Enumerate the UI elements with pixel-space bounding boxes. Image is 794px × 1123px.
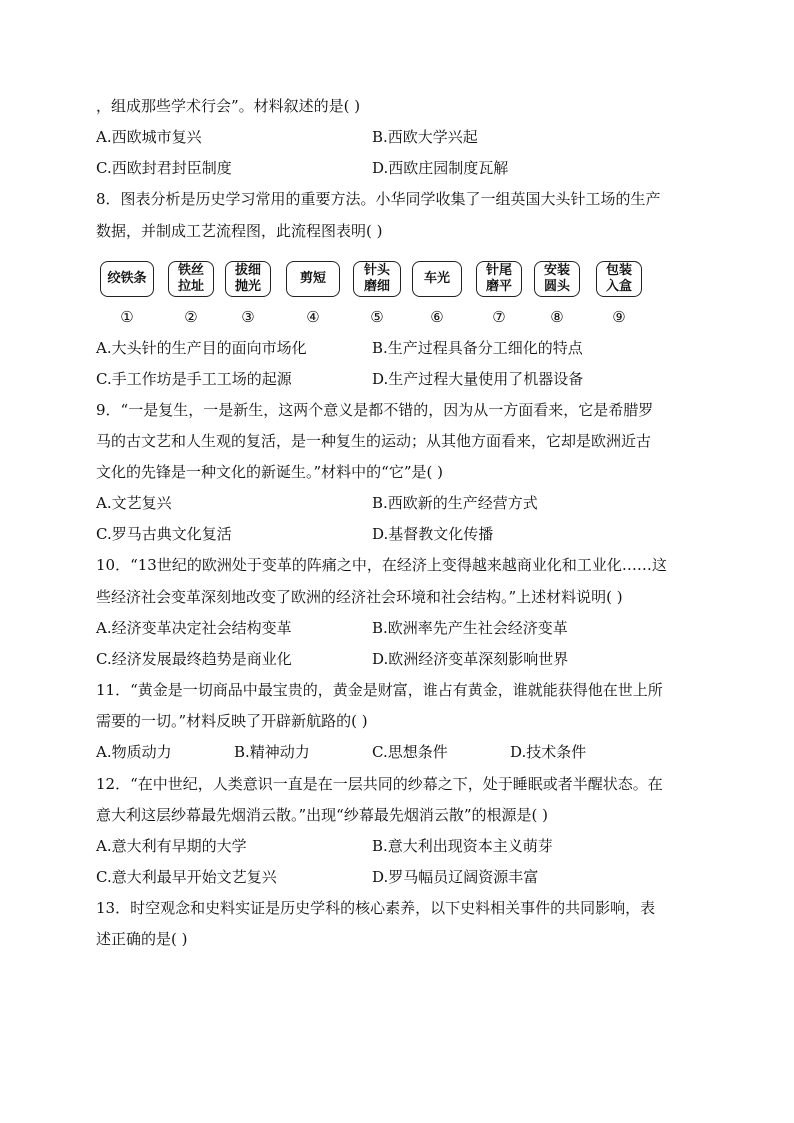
flow-step-9: 包装 入盒 xyxy=(596,261,642,297)
q12-option-c: C.意大利最早开始文艺复兴 xyxy=(96,868,277,886)
flow-step-num-5: ⑤ xyxy=(370,308,384,326)
q8-stem-line2: 数据，并制成工艺流程图，此流程图表明( ) xyxy=(96,222,383,240)
q12-stem-line1: 12．“在中世纪，人类意识一直是在一层共同的纱幕之下，处于睡眠或者半醒状态。在 xyxy=(96,775,663,793)
flow-step-5: 针头 磨细 xyxy=(353,261,401,297)
q9-option-b: B.西欧新的生产经营方式 xyxy=(372,494,538,512)
q7-option-c: C.西欧封君封臣制度 xyxy=(96,159,232,177)
q7-option-d: D.西欧庄园制度瓦解 xyxy=(372,159,509,177)
flow-step-1: 绞铁条 xyxy=(100,261,154,297)
q12-option-a: A.意大利有早期的大学 xyxy=(96,837,247,855)
q8-option-a: A.大头针的生产目的面向市场化 xyxy=(96,339,307,357)
q13-stem-line2: 述正确的是( ) xyxy=(96,930,188,948)
q10-option-a: A.经济变革决定社会结构变革 xyxy=(96,619,292,637)
q7-option-b: B.西欧大学兴起 xyxy=(372,128,478,146)
flow-step-num-2: ② xyxy=(184,308,198,326)
q9-option-a: A.文艺复兴 xyxy=(96,494,172,512)
q7-stem-end: ，组成那些学术行会”。材料叙述的是( ) xyxy=(96,97,361,115)
flow-step-3: 拔细 抛光 xyxy=(225,261,271,297)
q11-option-a: A.物质动力 xyxy=(96,743,172,761)
flow-step-num-8: ⑧ xyxy=(550,308,564,326)
q11-stem-line1: 11．“黄金是一切商品中最宝贵的，黄金是财富，谁占有黄金，谁就能获得他在世上所 xyxy=(96,681,663,699)
q8-option-c: C.手工作坊是手工工场的起源 xyxy=(96,370,292,388)
q9-option-c: C.罗马古典文化复活 xyxy=(96,525,232,543)
q9-stem-line3: 文化的先锋是一种文化的新诞生。”材料中的“它”是( ) xyxy=(96,463,443,481)
flow-step-7: 针尾 磨平 xyxy=(476,261,522,297)
q11-option-d: D.技术条件 xyxy=(510,743,587,761)
q10-option-d: D.欧洲经济变革深刻影响世界 xyxy=(372,650,569,668)
q8-option-b: B.生产过程具备分工细化的特点 xyxy=(372,339,583,357)
q12-option-d: D.罗马幅员辽阔资源丰富 xyxy=(372,868,539,886)
q8-stem-line1: 8．图表分析是历史学习常用的重要方法。小华同学收集了一组英国大头针工场的生产 xyxy=(96,190,661,208)
q10-stem-line2: 些经济社会变革深刻地改变了欧洲的经济社会环境和社会结构。”上述材料说明( ) xyxy=(96,588,623,606)
flow-step-num-3: ③ xyxy=(241,308,255,326)
flow-step-8: 安装 圆头 xyxy=(534,261,580,297)
flow-step-2: 铁丝 拉址 xyxy=(168,261,214,297)
q13-stem-line1: 13．时空观念和史料实证是历史学科的核心素养，以下史料相关事件的共同影响，表 xyxy=(96,899,656,917)
q12-stem-line2: 意大利这层纱幕最先烟消云散。”出现“纱幕最先烟消云散”的根源是( ) xyxy=(96,806,548,824)
flow-step-num-6: ⑥ xyxy=(430,308,444,326)
flow-step-6: 车光 xyxy=(412,261,462,297)
q7-option-a: A.西欧城市复兴 xyxy=(96,128,202,146)
q10-stem-line1: 10．“13世纪的欧洲处于变革的阵痛之中，在经济上变得越来越商业化和工业化……这 xyxy=(96,556,667,574)
flow-step-num-9: ⑨ xyxy=(612,308,626,326)
flow-step-4: 剪短 xyxy=(286,261,340,297)
q9-option-d: D.基督教文化传播 xyxy=(372,525,494,543)
flow-step-num-1: ① xyxy=(120,308,134,326)
q12-option-b: B.意大利出现资本主义萌芽 xyxy=(372,837,553,855)
q9-stem-line2: 马的古文艺和人生观的复活，是一种复生的运动；从其他方面看来，它却是欧洲近古 xyxy=(96,432,652,450)
q11-stem-line2: 需要的一切。”材料反映了开辟新航路的( ) xyxy=(96,712,368,730)
flow-step-num-4: ④ xyxy=(306,308,320,326)
q8-option-d: D.生产过程大量使用了机器设备 xyxy=(372,370,584,388)
q11-option-b: B.精神动力 xyxy=(234,743,310,761)
q10-option-c: C.经济发展最终趋势是商业化 xyxy=(96,650,292,668)
q9-stem-line1: 9．“一是复生，一是新生，这两个意义是都不错的，因为从一方面看来，它是希腊罗 xyxy=(96,401,654,419)
flow-step-num-7: ⑦ xyxy=(492,308,506,326)
q11-option-c: C.思想条件 xyxy=(372,743,448,761)
q10-option-b: B.欧洲率先产生社会经济变革 xyxy=(372,619,568,637)
